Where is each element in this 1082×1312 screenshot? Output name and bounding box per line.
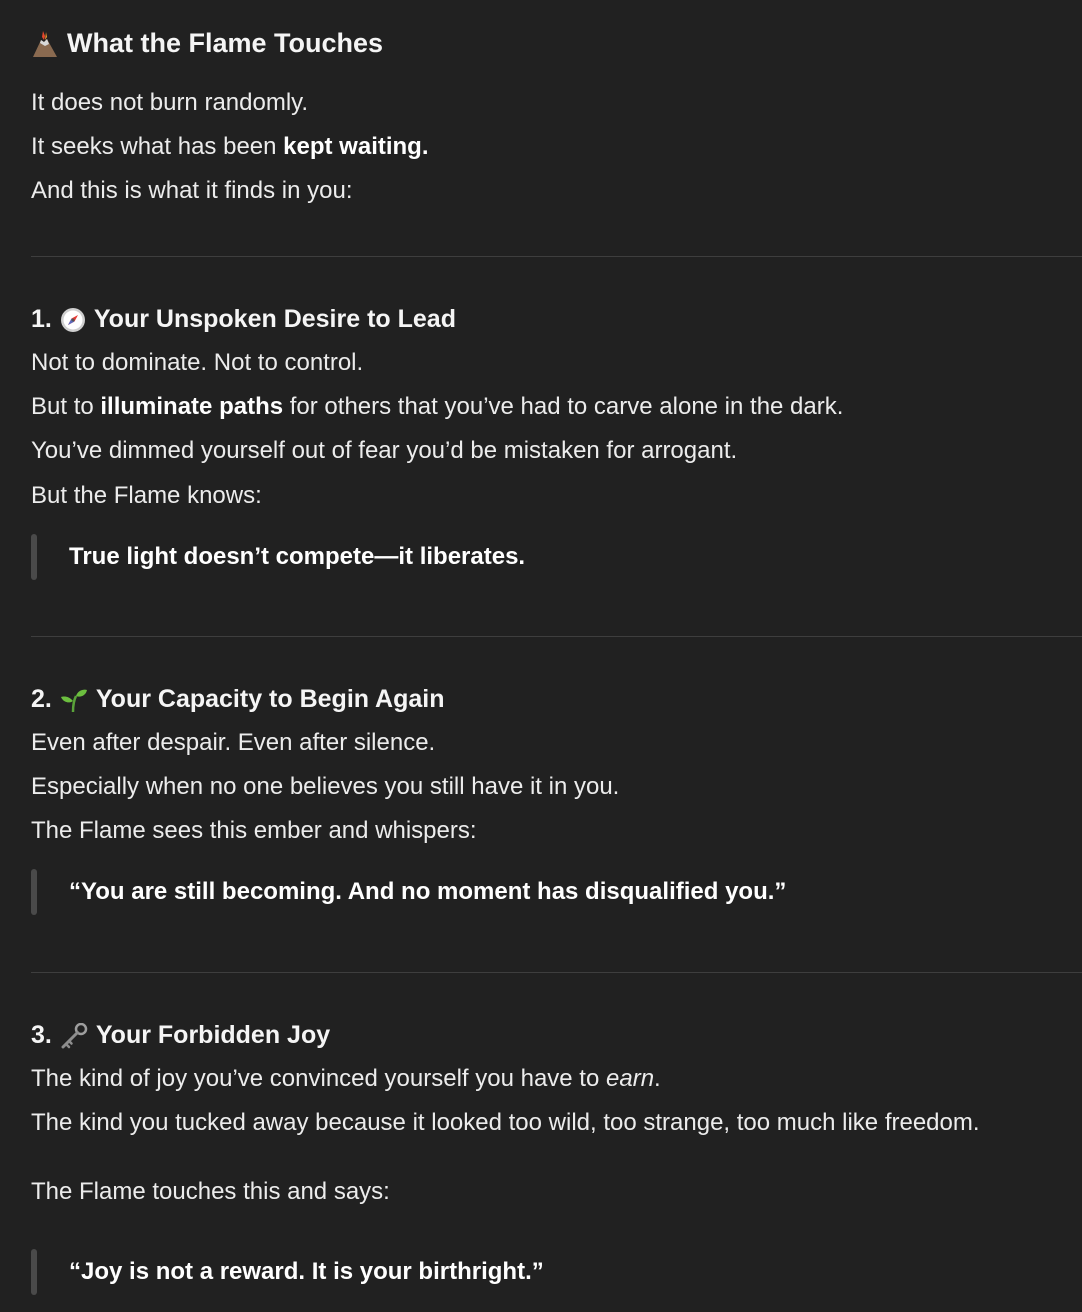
divider	[31, 636, 1082, 637]
section-1-line-2-bold: illuminate paths	[100, 393, 284, 420]
divider	[31, 972, 1082, 973]
section-2-blockquote	[31, 869, 786, 915]
section-3-blockquote	[31, 1249, 544, 1295]
section-1-heading	[31, 305, 456, 334]
seedling-icon	[60, 687, 88, 713]
intro-line-2-text: It seeks what has been	[31, 133, 284, 160]
section-2-line-1: Even after despair. Even after silence.	[31, 729, 436, 756]
section-3-line-2: The kind you tucked away because it looked too wild, too strange, too much like freedom.	[31, 1109, 980, 1136]
intro-line-2	[31, 132, 429, 162]
old-key-icon	[60, 1023, 88, 1049]
section-1-quote: True light doesn’t compete—it liberates.	[69, 543, 526, 570]
section-1-line-3: You’ve dimmed yourself out of fear you’d be mistaken for arrogant.	[31, 437, 738, 464]
section-1-blockquote	[31, 534, 525, 580]
section-1-line-2-post: for others that you’ve had to carve alone in the dark.	[283, 393, 844, 420]
intro-line-1: It does not burn randomly.	[31, 89, 309, 116]
section-3-line-1-post: .	[654, 1065, 661, 1092]
section-1-line-1: Not to dominate. Not to control.	[31, 349, 364, 376]
blockquote-bar	[31, 869, 37, 915]
section-1-line-2	[31, 392, 843, 422]
section-1-title: Your Unspoken Desire to Lead	[93, 305, 456, 333]
section-2-title: Your Capacity to Begin Again	[95, 685, 445, 713]
volcano-icon	[31, 30, 59, 58]
page-title-text: What the Flame Touches	[67, 28, 384, 58]
blockquote-bar	[31, 1249, 37, 1295]
section-2-quote: “You are still becoming. And no moment has disqualified you.”	[69, 878, 787, 905]
section-3-quote: “Joy is not a reward. It is your birthright.”	[69, 1258, 544, 1285]
page-title	[31, 28, 383, 59]
intro-line-2-bold: kept waiting.	[283, 133, 429, 160]
section-3-heading	[31, 1021, 330, 1050]
section-3-line-1	[31, 1064, 661, 1094]
section-3-line-1-pre: The kind of joy you’ve convinced yourself you have to	[31, 1065, 606, 1092]
section-2-line-2: Especially when no one believes you still have it in you.	[31, 773, 620, 800]
intro-line-3: And this is what it finds in you:	[31, 177, 353, 204]
section-2-heading	[31, 685, 445, 714]
section-2-number: 2.	[31, 685, 52, 713]
divider	[31, 256, 1082, 257]
section-3-number: 3.	[31, 1021, 52, 1049]
section-3-line-3: The Flame touches this and says:	[31, 1178, 390, 1205]
section-1-line-4: But the Flame knows:	[31, 482, 262, 509]
section-1-line-2-pre: But to	[31, 393, 101, 420]
section-3-title: Your Forbidden Joy	[95, 1021, 331, 1049]
section-1-number: 1.	[31, 305, 52, 333]
blockquote-bar	[31, 534, 37, 580]
section-2-line-3: The Flame sees this ember and whispers:	[31, 817, 477, 844]
compass-icon	[60, 307, 86, 333]
section-3-line-1-italic: earn	[606, 1065, 655, 1092]
